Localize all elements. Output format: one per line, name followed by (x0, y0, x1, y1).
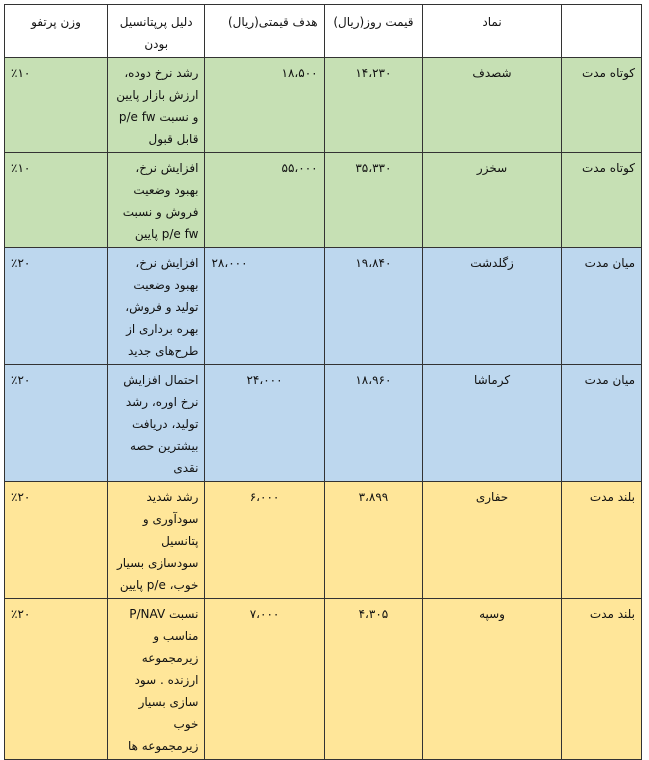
cell-price: ۱۴،۲۳۰ (324, 58, 423, 153)
header-reason: دلیل پرپتانسیل بودن (107, 5, 205, 58)
cell-target: ۶،۰۰۰ (205, 482, 324, 599)
table-row (5, 482, 642, 599)
cell-price: ۳۵،۳۳۰ (324, 153, 423, 248)
portfolio-table (4, 4, 642, 760)
cell-term: بلند مدت (561, 599, 641, 760)
cell-target: ۲۸،۰۰۰ (205, 248, 324, 365)
cell-weight: ٪۲۰ (5, 482, 108, 599)
header-target: هدف قیمتی(ریال) (205, 5, 324, 58)
cell-reason: افزایش نرخ، بهبود وضعیت تولید و فروش، بهره برداری از طرح‌های جدید (107, 248, 205, 365)
cell-price: ۱۸،۹۶۰ (324, 365, 423, 482)
cell-reason: رشد نرخ دوده، ارزش بازار پایین و نسبت p/e fw قابل قبول (107, 58, 205, 153)
cell-weight: ٪۱۰ (5, 58, 108, 153)
cell-reason: رشد شدید سودآوری و پتانسیل سودسازی بسیار خوب، p/e پایین (107, 482, 205, 599)
header-weight: وزن پرتفو (5, 5, 108, 58)
cell-weight: ٪۲۰ (5, 248, 108, 365)
cell-term: بلند مدت (561, 482, 641, 599)
cell-symbol: وسپه (423, 599, 562, 760)
cell-symbol: شصدف (423, 58, 562, 153)
cell-target: ۲۴،۰۰۰ (205, 365, 324, 482)
header-symbol: نماد (423, 5, 562, 58)
cell-target: ۷،۰۰۰ (205, 599, 324, 760)
table-row (5, 153, 642, 248)
cell-price: ۴،۳۰۵ (324, 599, 423, 760)
table-header-row (5, 5, 642, 58)
cell-target: ۱۸،۵۰۰ (205, 58, 324, 153)
cell-symbol: زگلدشت (423, 248, 562, 365)
cell-weight: ٪۲۰ (5, 599, 108, 760)
cell-symbol: حفاری (423, 482, 562, 599)
cell-weight: ٪۲۰ (5, 365, 108, 482)
cell-target: ۵۵،۰۰۰ (205, 153, 324, 248)
cell-price: ۱۹،۸۴۰ (324, 248, 423, 365)
cell-term: کوتاه مدت (561, 58, 641, 153)
cell-price: ۳،۸۹۹ (324, 482, 423, 599)
cell-term: میان مدت (561, 248, 641, 365)
table-row (5, 248, 642, 365)
cell-weight: ٪۱۰ (5, 153, 108, 248)
header-price: قیمت روز(ریال) (324, 5, 423, 58)
table-row (5, 58, 642, 153)
cell-term: کوتاه مدت (561, 153, 641, 248)
cell-reason: نسبت P/NAV مناسب و زیرمجموعه ارزنده . سود سازی بسیار خوب زیرمجموعه ها (107, 599, 205, 760)
cell-term: میان مدت (561, 365, 641, 482)
header-term (561, 5, 641, 58)
cell-symbol: کرماشا (423, 365, 562, 482)
table-row (5, 599, 642, 760)
cell-symbol: سخزر (423, 153, 562, 248)
cell-reason: احتمال افزایش نرخ اوره، رشد تولید، دریافت بیشترین حصه نقدی (107, 365, 205, 482)
cell-reason: افزایش نرخ، بهبود وضعیت فروش و نسبت p/e fw پایین (107, 153, 205, 248)
table-row (5, 365, 642, 482)
